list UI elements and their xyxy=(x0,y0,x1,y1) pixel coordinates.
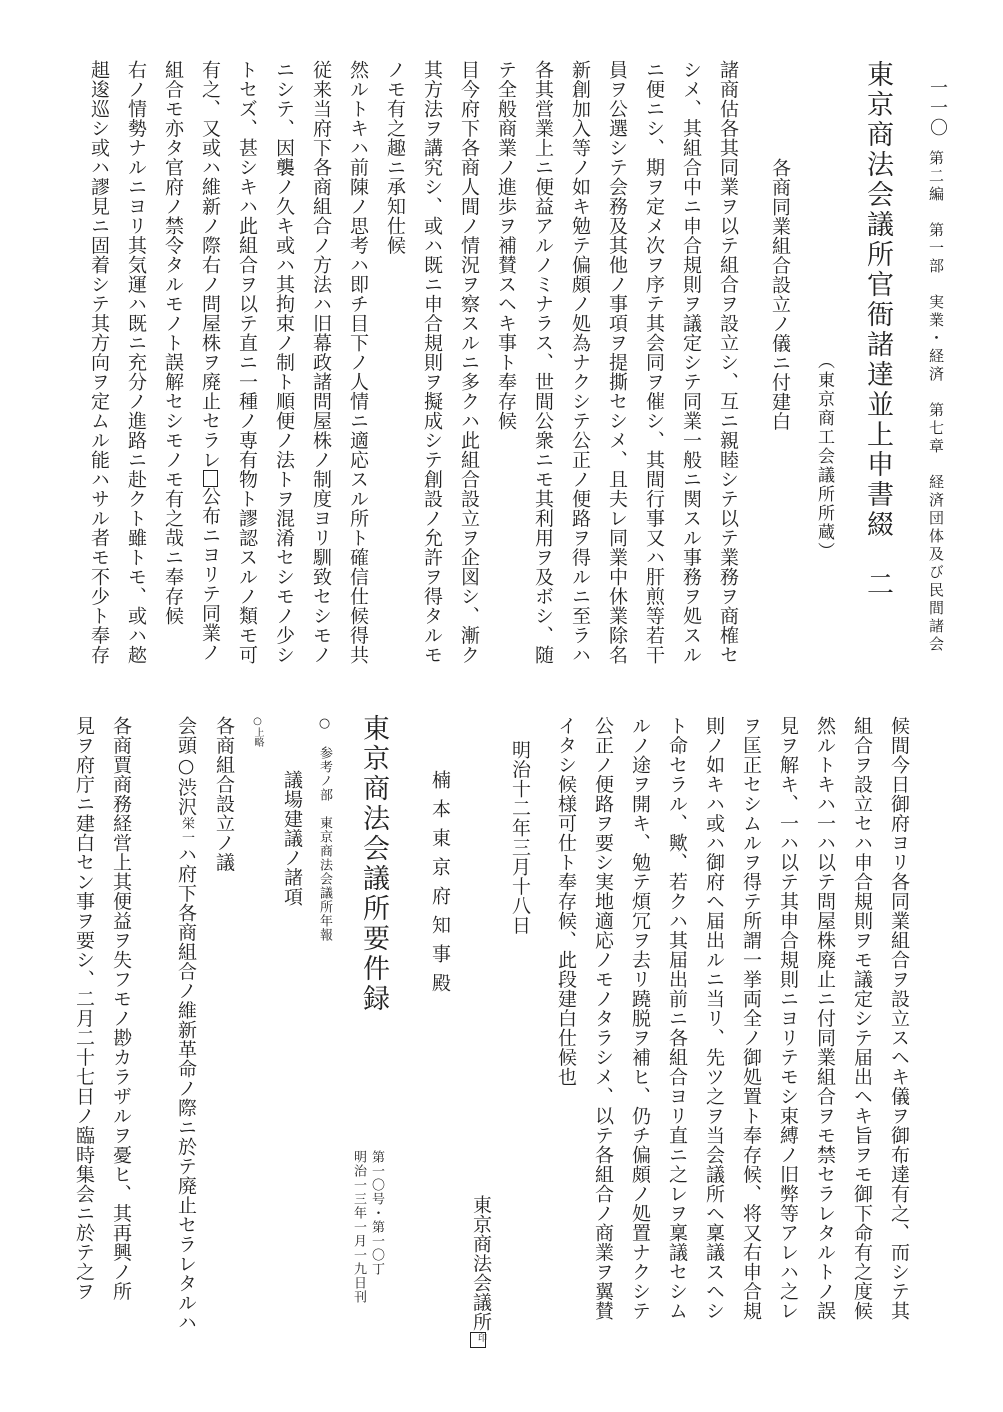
text-line: 公正ノ便路ヲ要シ実地適応ノモノタラシメ、以テ各組合ノ商業ヲ翼賛 xyxy=(592,716,614,1321)
text-line: 員ヲ公選シテ会務及其他ノ事項ヲ提撕セシメ、且夫レ同業中休業除名 xyxy=(606,60,628,665)
text-line: 見ヲ府庁ニ建白セン事ヲ要シ、二月二十七日ノ臨時集会ニ於テ之ヲ xyxy=(73,716,95,1301)
text-line: 右ノ情勢ナルニヨリ其気運ハ既ニ充分ノ進路ニ赴クト雖トモ、或ハ趑 xyxy=(125,60,147,665)
upper-body-text xyxy=(71,60,737,665)
text-line: 然ルトキハ一ハ以テ問屋株廃止ニ付同業組合ヲモ禁セラレタルトノ誤 xyxy=(814,716,836,1321)
topic-heading: 各商組合設立ノ議 xyxy=(213,716,235,872)
text-line: トセズ、甚シキハ此組合ヲ以テ直ニ一種ノ専有物ト謬認スルノ類モ可 xyxy=(236,60,258,665)
reference-note: ○ 参考ノ部 東京商法会議所年報 xyxy=(317,716,332,942)
text-line: ニシテ、因襲ノ久キ或ハ其拘束ノ制ト順便ノ法トヲ混淆セシモノ少シ xyxy=(273,60,295,665)
lower-body-text xyxy=(538,716,908,1321)
sender: 東京商法会議所印 xyxy=(470,1195,490,1348)
issue-number: 第一〇号・第一〇丁 xyxy=(369,1150,384,1276)
text-line: ヲ匡正セシムルヲ得テ所謂一挙両全ノ御処置ト奉存候、将又右申合規 xyxy=(740,716,762,1321)
text-line: 従来当府下各商組合ノ方法ハ旧幕政諸問屋株ノ制度ヨリ馴致セシモノ xyxy=(310,60,332,665)
text-line: 組合ヲ設立セハ申合規則ヲモ議定シテ届出ヘキ旨ヲモ御下命有之度候 xyxy=(851,716,873,1321)
section-title: 東京商法会議所要件録 xyxy=(358,714,389,1014)
omission-note: ○上略 xyxy=(252,716,263,747)
issue-date: 明治一三年一月一九日刊 xyxy=(351,1150,366,1304)
text-line: 新創加入等ノ如キ勉テ偏頗ノ処為ナクシテ公正ノ便路ヲ得ルニ至ラハ xyxy=(569,60,591,665)
addressee: 楠本東京府知事殿 xyxy=(429,770,451,1002)
chair-line: 会頭○渋沢栄一ハ府下各商組合ノ維新革命ノ際ニ於テ廃止セラレタルハ xyxy=(175,716,197,1332)
document-title: 東京商法会議所官衙諸達並上申書綴 二 xyxy=(862,60,893,600)
source-note: （東京商工会議所所蔵） xyxy=(814,352,834,561)
text-line: 各商賈商務経営上其便益ヲ失フモノ尠カラザルヲ憂ヒ、其再興ノ所 xyxy=(110,716,132,1301)
circle-mark: ○ xyxy=(252,716,263,727)
text-line: 目今府下各商人間ノ情況ヲ察スルニ多クハ此組合設立ヲ企図シ、漸ク xyxy=(458,60,480,665)
page-number: 一一〇 xyxy=(927,78,948,138)
text-line: 各其営業上ニ便益アルノミナラス、世間公衆ニモ其利用ヲ及ボシ、随 xyxy=(532,60,554,665)
text-line: 候間今日御府ヨリ各同業組合ヲ設立スヘキ儀ヲ御布達有之、而シテ其 xyxy=(888,716,910,1321)
circle-mark: ○ xyxy=(317,716,332,732)
text-line: 見ヲ解キ、一ハ以テ其申合規則ニヨリテモシ束縛ノ旧弊等アレハ之レ xyxy=(777,716,799,1321)
text-line: 諸商估各其同業ヲ以テ組合ヲ設立シ、互ニ親睦シテ以テ業務ヲ商榷セ xyxy=(717,60,739,665)
letter-date: 明治十二年三月十八日 xyxy=(509,740,531,935)
circle-mark: ○ xyxy=(175,755,197,778)
text-line: ルノ途ヲ開キ、勉テ煩冗ヲ去リ蹺脱ヲ補ヒ、仍チ偏頗ノ処置ナクシテ xyxy=(629,716,651,1321)
text-line: テ全般商業ノ進歩ヲ補賛スヘキ事ト奉存候 xyxy=(495,60,517,431)
text-line: ノモ有之趣ニ承知仕候 xyxy=(384,60,406,255)
lower-body-text-2 xyxy=(56,716,130,1301)
text-line: 則ノ如キハ或ハ御府ヘ届出ルニ当リ、先ツ之ヲ当会議所ヘ稟議スヘシ xyxy=(703,716,725,1321)
text-line: 有之、又或ハ維新ノ際右ノ問屋株ヲ廃止セラレ公布ニヨリテ同業ノ xyxy=(199,60,221,662)
agenda-heading: 議場建議ノ諸項 xyxy=(281,770,303,907)
running-header: 第二編 第一部 実業・経済 第七章 経済団体及び民間諸会 xyxy=(927,150,945,654)
text-line: ト命セラル、歟、若クハ其届出前ニ各組合ヨリ直ニ之レヲ稟議セシム xyxy=(666,716,688,1321)
seal-stamp: 印 xyxy=(470,1332,486,1348)
text-line: イタシ候様可仕ト奉存候、此段建白仕候也 xyxy=(555,716,577,1087)
subheading: 各商同業組合設立ノ儀ニ付建白 xyxy=(769,158,791,431)
missing-character-box xyxy=(203,470,218,487)
text-line: 組合モ亦タ官府ノ禁令タルモノト誤解セシモノモ有之哉ニ奉存候 xyxy=(162,60,184,626)
text-line: 其方法ヲ講究シ、或ハ既ニ申合規則ヲ擬成シテ創設ノ允許ヲ得タルモ xyxy=(421,60,443,665)
text-line: 然ルトキハ前陳ノ思考ハ即チ目下ノ人情ニ適応スル所ト確信仕候得共 xyxy=(347,60,369,665)
text-line: 趄逡巡シ或ハ謬見ニ固着シテ其方向ヲ定ムル能ハサル者モ不少ト奉存 xyxy=(88,60,110,665)
text-line: ニ便ニシ、期ヲ定メ次ヲ序テ其会同ヲ催シ、其間行事又ハ肝煎等若干 xyxy=(643,60,665,665)
text-line: シメ、其組合中ニ申合規則ヲ議定シテ同業一般ニ関スル事務ヲ処スル xyxy=(680,60,702,665)
